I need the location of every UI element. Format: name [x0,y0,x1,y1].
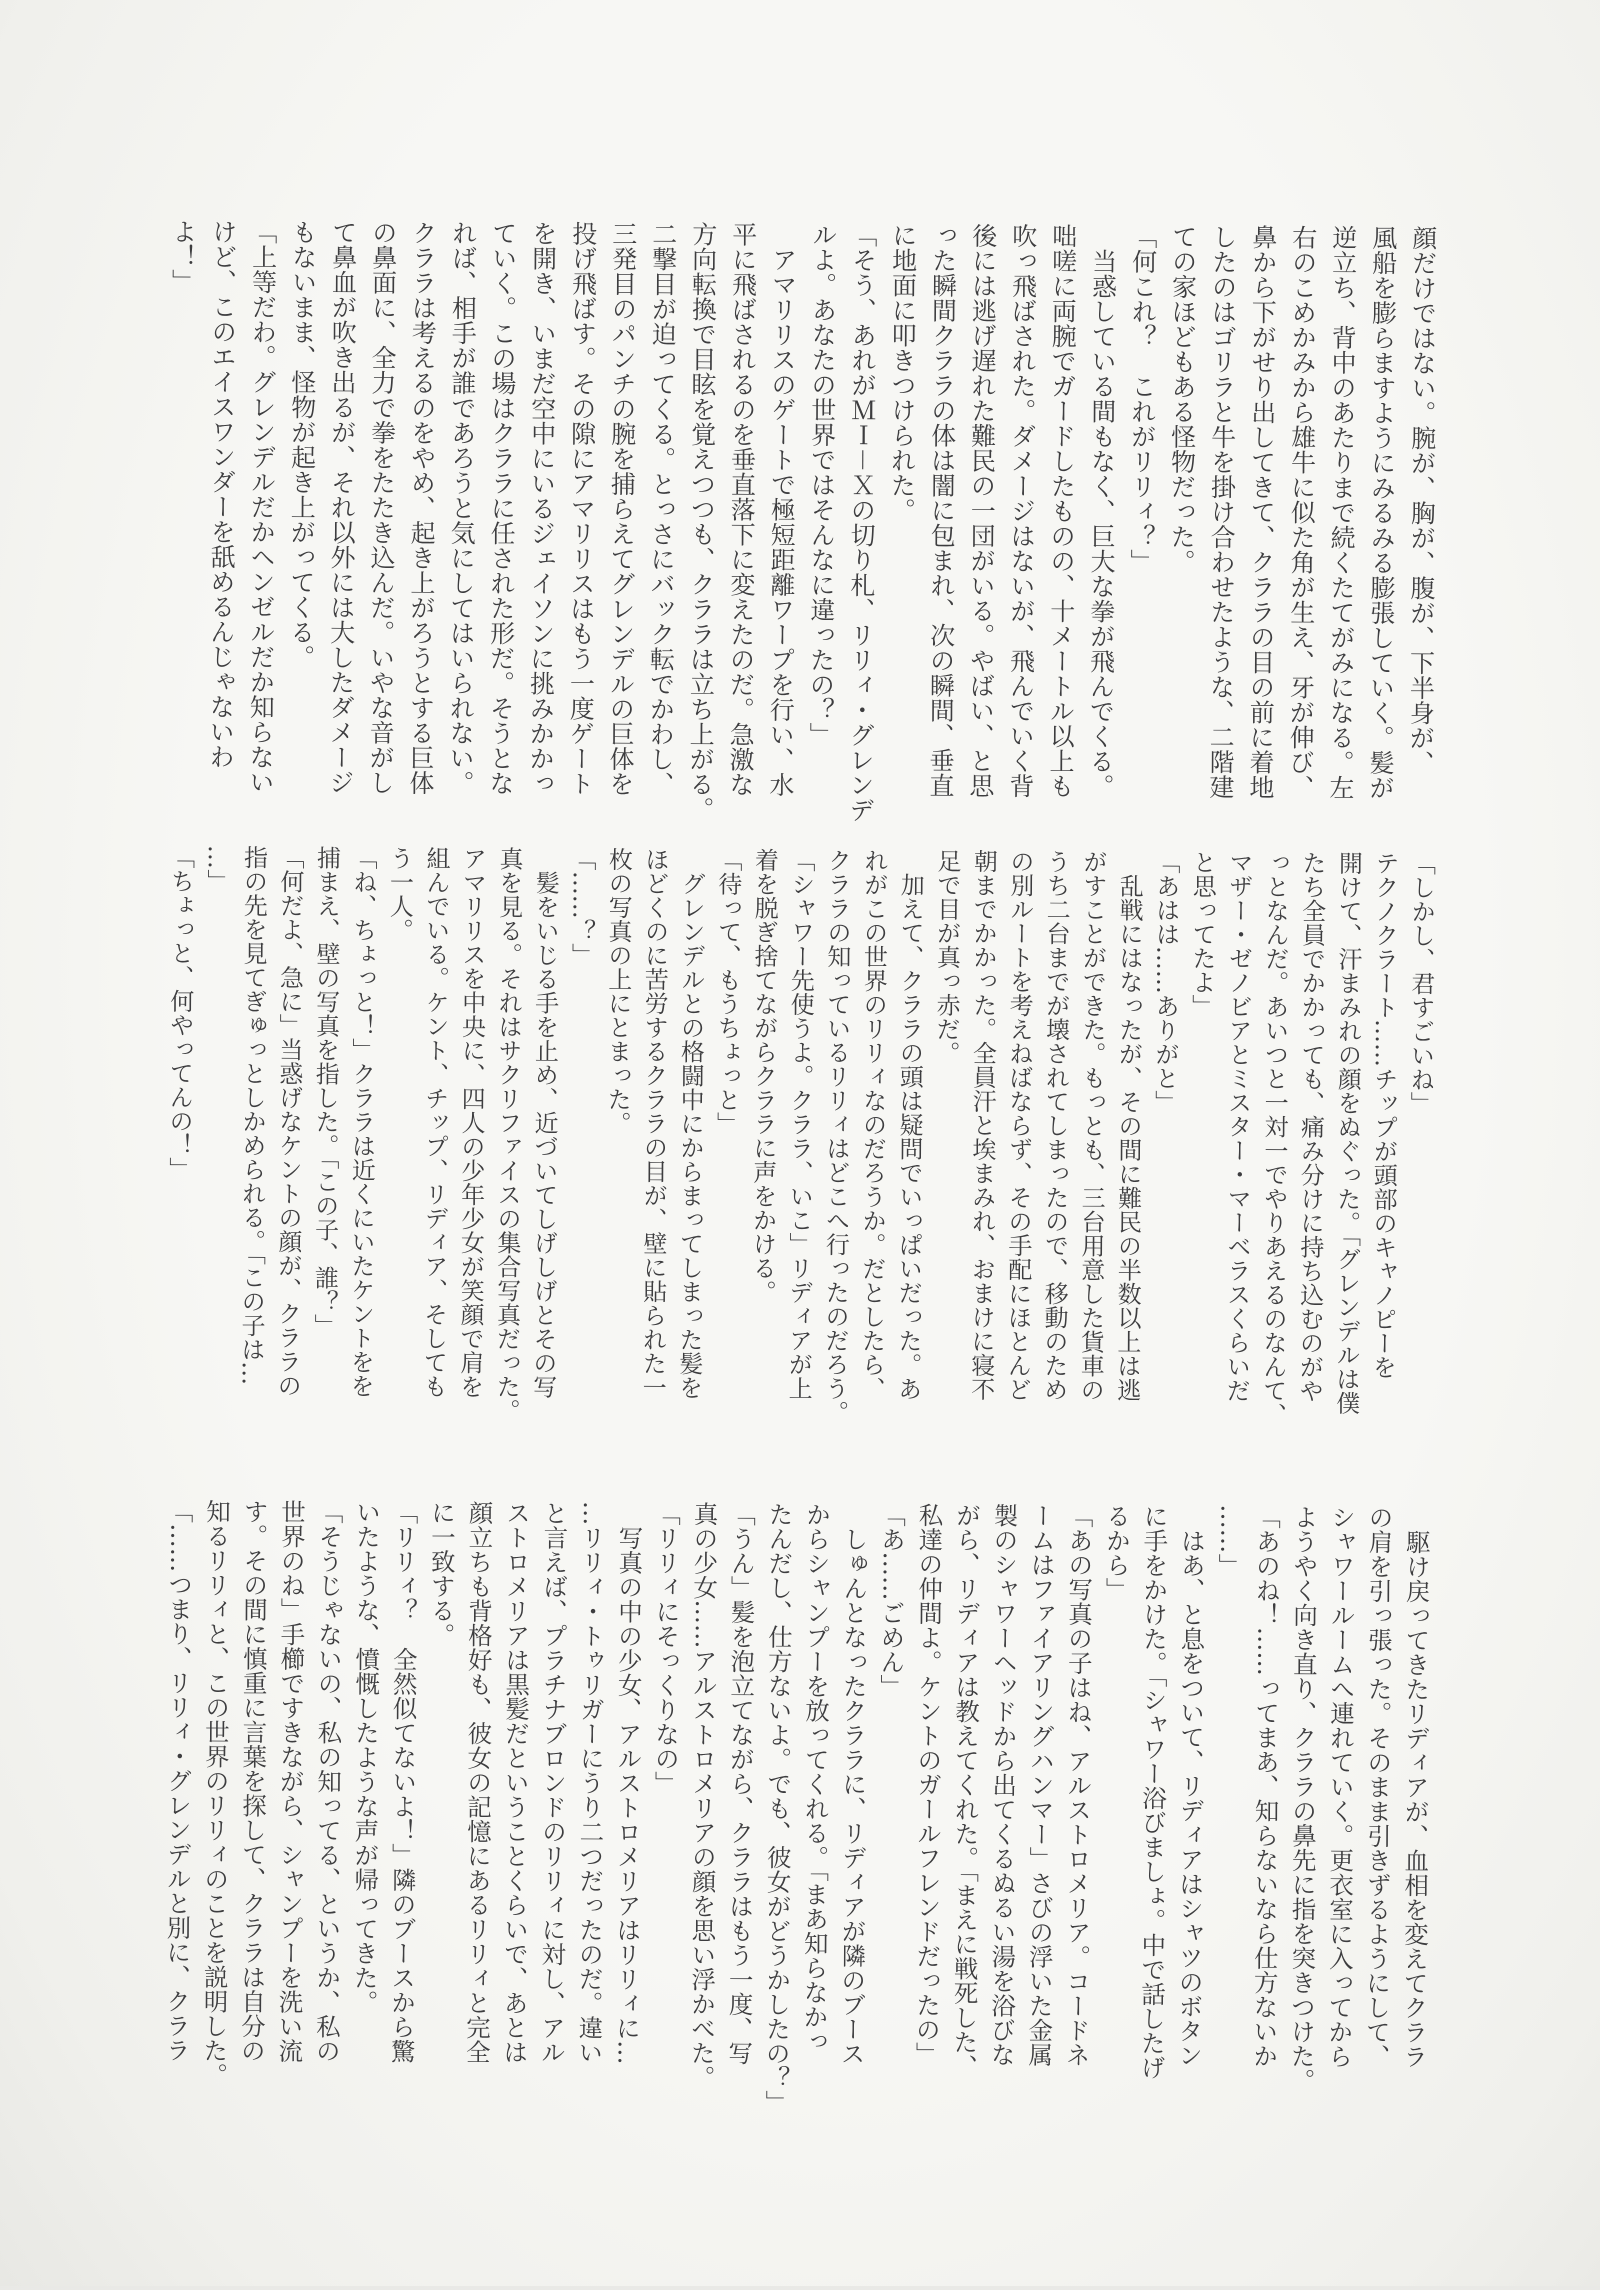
text-column: ほどくのに苦労するクララの目が、壁に貼られた一 [638,847,670,1400]
text-column: れがこの世界のリリィなのだろうか。だとしたら、 [857,848,889,1401]
text-column: 後には逃げ遅れた難民の一団がいる。やばい、と思 [965,222,998,799]
text-column: 吹っ飛ばされた。ダメージはないが、飛んでいく背 [1005,223,1038,799]
text-column: したのはゴリラと牛を掛け合わせたような、二階建 [1205,224,1238,800]
text-column: るから」 [1102,1503,1133,1602]
text-column: …」 [202,844,232,894]
text-column: 「あの写真の子はね、アルストロメリア。コードネ [1062,1503,1095,2068]
text-column: 「リリィ？ 全然似てないよ！」隣のブースから驚 [387,1499,420,2064]
text-column: うち二台までが壊されてしまったので、移動のため [1039,849,1071,1402]
text-column: に手をかけた。「シャワー浴びましょ。中で話したげ [1137,1503,1170,2080]
text-column: ストロメリアは黒髪だということくらいで、あとは [500,1500,533,2065]
text-column: 製のシャワーヘッドから出てくるぬるい湯を浴びな [987,1503,1020,2067]
text-column: 二撃目が迫ってくる。とっさにバック転でかわし、 [645,221,678,797]
text-column: がすことができた。もっとも、三台用意した貨車の [1076,849,1108,1402]
text-column: 「ね、ちょっと！」クララは近くにいたケントをを [346,845,378,1398]
text-column: 顔立ちも背格好も、彼女の記憶にあるリリィと完全 [462,1500,495,2064]
text-column: クララの知っているリリィはどこへ行ったのだろう。 [820,848,852,1425]
text-column: 世界のね」手櫛ですきながら、シャンプーを洗い流 [275,1499,308,2063]
text-column: 「……つまり、リリィ・グレンデルと別に、クララ [162,1498,195,2063]
text-column: 真の少女……アルストロメリアの顔を思い浮かべた。 [687,1501,720,2090]
text-column: の別ルートを考えねばならず、その手配にほとんど [1003,849,1035,1402]
text-column: て鼻血が吹き出るが、それ以外には大したダメージ [325,219,358,795]
text-column: 「待って、もうちょっと」 [712,847,743,1136]
text-column: 「リリィにそっくりなの」 [651,1501,683,1796]
text-column: に地面に叩きつけられた。 [887,222,918,523]
text-column: 「あ……ごめん」 [877,1502,908,1699]
text-column: 咄嗟に両腕でガードしたものの、十メートル以上も [1045,223,1078,799]
text-column: 「うん」髪を泡立てながら、クララはもう一度、写 [725,1501,758,2066]
text-column: 平に飛ばされるのを垂直落下に変えたのだ。急激な [725,221,758,797]
text-column: と思ってたよ」 [1187,850,1217,1019]
text-column: 足で目が真っ赤だ。 [931,848,962,1065]
text-column: す。その間に慎重に言葉を探して、クララは自分の [237,1499,270,2063]
text-column: はあ、と息をついて、リディアはシャツのボタン [1175,1503,1208,2068]
text-column: アマリリスのゲートで極短距離ワープを行い、水 [765,221,798,797]
text-column: …リリィ・トゥリガーにうり二つだったのだ。違い [575,1500,608,2065]
text-column: 髪をいじる手を止め、近づいてしげしげとその写 [528,846,560,1399]
text-column: の鼻面に、全力で拳をたたき込んだ。いやな音がし [365,219,398,795]
text-column: 開けて、汗まみれの顔をぬぐった。「グレンデルは僕 [1331,850,1363,1415]
text-column: たんだし、仕方ないよ。でも、彼女がどうかしたの？」 [762,1501,795,2115]
text-column: 「そう、あれがＭＩ－Ｘの切り札、リリィ・グレンデ [845,222,878,823]
text-column: 三発目のパンチの腕を捕らえてグレンデルの巨体を [605,220,638,797]
text-column: 「あのね！……ってまあ、知らないなら仕方ないか [1250,1504,1283,2069]
text-column: 「何これ？ これがリリィ？」 [1126,223,1158,574]
text-column: テクノクラート……チップが頭部のキャノピーを [1368,850,1400,1380]
text-column: 逆立ち、背中のあたりまで続くたてがみになる。左 [1325,224,1358,800]
text-column: クララは考えるのをやめ、起き上がろうとする巨体 [405,219,438,796]
text-column: 「……？」 [567,846,597,967]
text-column: 写真の中の少女、アルストロメリアはリリィに… [612,1501,645,2065]
text-column: 朝までかかった。全員汗と埃まみれ、おまけに寝不 [966,848,998,1402]
text-column: 駆け戻ってきたリディアが、血相を変えてクララ [1400,1505,1433,2069]
text-column: 右のこめかみから雄牛に似た角が生え、牙が伸び、 [1285,224,1318,800]
text-column: ……」 [1215,1504,1245,1578]
text-column: 組んでいる。ケント、チップ、リディア、そしても [419,846,451,1399]
text-column: もないまま、怪物が起き上がってくる。 [286,219,318,670]
text-column: に一致する。 [427,1500,458,1648]
text-column: いたような、憤慨したような声が帰ってきた。 [350,1499,383,2015]
text-column: と言えば、プラチナブロンドのリリィに対し、アル [537,1500,570,2065]
text-column: 顔だけではない。腕が、胸が、腹が、下半身が、 [1405,225,1438,776]
text-column: の肩を引っ張った。そのまま引きずるようにして、 [1362,1504,1395,2069]
text-column: 「そうじゃないの、私の知ってる、というか、私の [312,1499,345,2064]
text-column: アマリリスを中央に、四人の少年少女が笑顔で肩を [455,846,487,1399]
text-column: マザー・ゼノビアとミスター・マーベラスくらいだ [1222,850,1254,1403]
text-column: 私達の仲間よ。ケントのガールフレンドだったの」 [912,1502,945,2067]
text-column: 真を見る。それはサクリファイスの集合写真だった。 [492,846,524,1423]
text-column: 鼻から下がせり出してきて、クララの目の前に着地 [1245,224,1278,800]
text-block-top [160,218,1443,823]
text-column: よ！」 [168,218,198,294]
text-column: 風船を膨らますようにみるみる膨張していく。髪が [1365,224,1398,801]
text-column: ームはファイアリングハンマー」さびの浮いた金属 [1025,1503,1058,2067]
text-block-middle [159,845,1440,1440]
text-column: 捕まえ、壁の写真を指した。「この子、誰？」 [309,845,341,1338]
text-column: けど、このエイスワンダーを舐めるんじゃないわ [205,218,238,770]
text-column: 乱戦にはなったが、その間に難民の半数以上は逃 [1112,849,1144,1402]
text-column: った瞬間クララの体は闇に包まれ、次の瞬間、垂直 [925,222,958,798]
text-column: う一人。 [385,845,414,942]
text-column: 「何だよ、急に」当惑げなケントの顔が、クララの [273,845,305,1398]
text-column: ての家ほどもある怪物だった。 [1166,223,1198,575]
text-column: 投げ飛ばす。その隙にアマリリスはもう一度ゲート [565,220,598,796]
text-column: 「上等だわ。グレンデルだかヘンゼルだか知らない [245,219,278,795]
text-column: グレンデルとの格闘中にからまってしまった髪を [674,847,706,1400]
text-column: れば、相手が誰であろうと気にしてはいられない。 [445,220,478,796]
text-block-bottom [158,1499,1436,2134]
text-column: 指の先を見てぎゅっとしかめられる。「この子は… [236,845,268,1386]
text-column: ルよ。あなたの世界ではそんなに違ったの？」 [806,222,838,748]
text-column: 方向転換で目眩を覚えつつも、クララは立ち上がる。 [685,221,718,822]
text-column: シャワールームへ連れていく。更衣室に入ってから [1325,1504,1358,2069]
text-column: 枚の写真の上にとまった。 [603,846,633,1136]
text-column: 加えて、クララの頭は疑問でいっぱいだった。あ [893,848,925,1401]
text-column: 当惑している間もなく、巨大な拳が飛んでくる。 [1085,223,1118,799]
text-column: 知るリリィと、この世界のリリィのことを説明した。 [200,1498,233,2088]
text-column: がら、リディアは教えてくれた。「まえに戦死した、 [950,1502,983,2079]
text-column: たち全員でかかっても、痛み分けに持ち込むのがや [1295,850,1327,1403]
text-column: 「ちょっと、何やってんの！」 [164,844,195,1181]
text-column: ようやく向き直り、クララの鼻先に指を突きつけた。 [1287,1504,1320,2093]
text-column: ていく。この場はクララに任された形だ。そうとな [485,220,518,796]
text-column: 「あはは……ありがと」 [1150,849,1181,1114]
text-column: 着を脱ぎ捨てながらクララに声をかける。 [748,847,779,1304]
text-column: っとなんだ。あいつと一対一でやりあえるのなんて、 [1258,850,1290,1427]
text-column: を開き、いまだ空中にいるジェイソンに挑みかかっ [525,220,558,796]
text-column: 「シャワー先使うよ。クララ、いこ」リディアが上 [784,847,816,1401]
text-column: 「しかし、君すごいね」 [1406,851,1436,1116]
text-column: しゅんとなったクララに、リディアが隣のブース [837,1502,870,2066]
text-column: からシャンプーを放ってくれる。「まあ知らなかっ [800,1502,833,2054]
